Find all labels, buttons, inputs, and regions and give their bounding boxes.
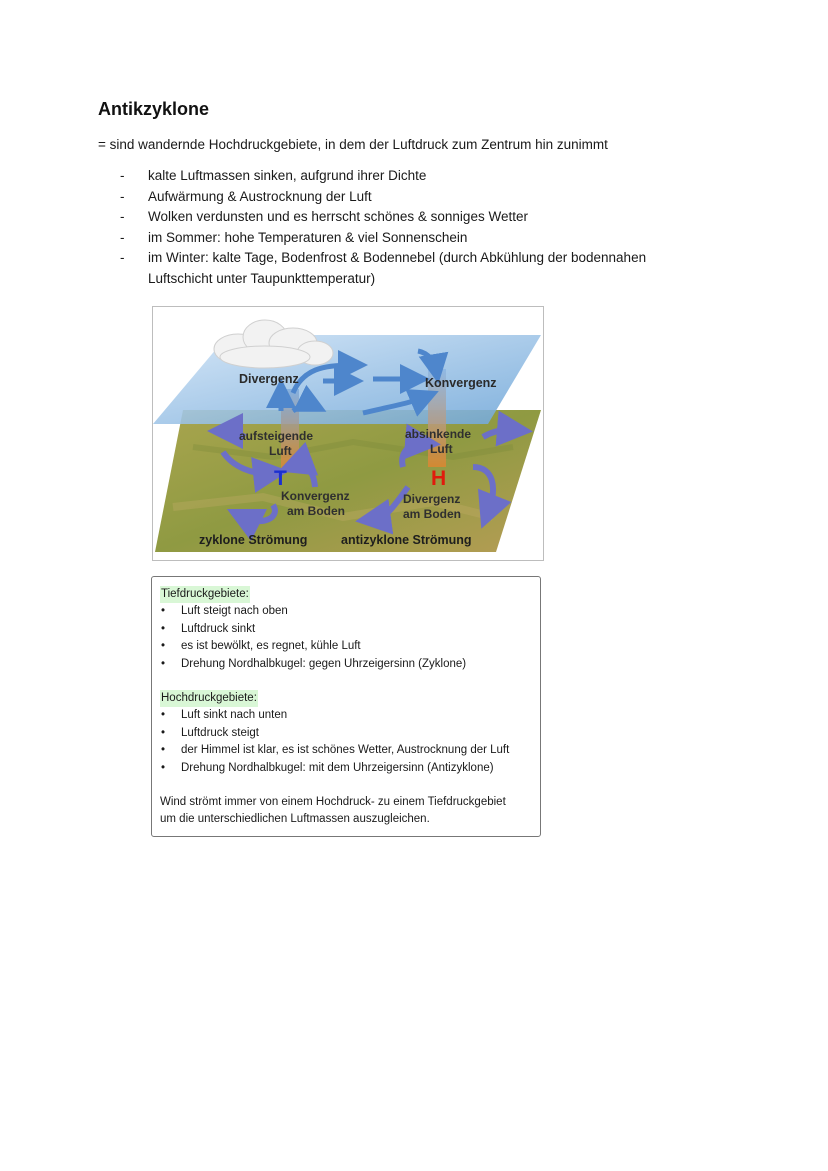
pressure-diagram (152, 306, 544, 561)
ground-divergence-label-1: Divergenz (403, 492, 461, 506)
anticyclonic-flow-label: antizyklone Strömung (341, 533, 472, 547)
hoch-list (160, 707, 532, 777)
ground-convergence-label-2: am Boden (287, 504, 346, 518)
sinking-air-label-2: Luft (430, 442, 453, 456)
definition-text: = sind wandernde Hochdruckgebiete, in dem der Luftdruck zum Zentrum hin zunimmt (98, 137, 608, 152)
ground-plane (155, 410, 541, 552)
page-title: Antikzyklone (98, 99, 210, 119)
rising-air-label-2: Luft (269, 444, 292, 458)
list-item: - im Winter: kalte Tage, Bodenfrost & Bodennebel (durch Abkühlung der bodennahen (120, 250, 647, 265)
summary-box (151, 576, 541, 837)
cyclonic-flow-label: zyklone Strömung (199, 533, 308, 547)
list-item: • der Himmel ist klar, es ist schönes Wetter, Austrocknung der Luft (161, 744, 510, 757)
list-item: • Luft sinkt nach unten (161, 709, 288, 722)
cloud-icon (214, 320, 333, 368)
tief-heading: Tiefdruckgebiete: (160, 586, 250, 603)
list-item: • Drehung Nordhalbkugel: mit dem Uhrzeigersinn (Antizyklone) (161, 761, 494, 774)
hoch-heading: Hochdruckgebiete: (160, 690, 258, 707)
konvergenz-upper-label: Konvergenz (425, 376, 497, 390)
list-item: • Luft steigt nach oben (161, 605, 288, 618)
sinking-air-label-1: absinkende (405, 427, 472, 441)
high-pressure-symbol: H (431, 467, 447, 490)
list-item: • Luftdruck steigt (161, 726, 259, 739)
list-item: - im Sommer: hohe Temperaturen & viel Sonnenschein (120, 229, 468, 245)
property-list (120, 166, 720, 289)
ground-convergence-label-1: Konvergenz (281, 489, 350, 503)
ground-divergence-label-2: am Boden (403, 507, 462, 521)
low-pressure-symbol: T (274, 467, 287, 490)
list-item: - Wolken verdunsten und es herrscht schönes & sonniges Wetter (120, 209, 528, 224)
tief-list (160, 603, 532, 673)
pressure-diagram-figure (153, 307, 543, 560)
divergenz-upper-label: Divergenz (239, 372, 299, 386)
list-item: • Luftdruck sinkt (161, 622, 256, 635)
list-item: - kalte Luftmassen sinken, aufgrund ihrer Dichte (120, 168, 427, 183)
list-item-continuation: Luftschicht unter Taupunkttemperatur) (148, 270, 376, 286)
list-item: • es ist bewölkt, es regnet, kühle Luft (161, 640, 361, 653)
list-item: • Drehung Nordhalbkugel: gegen Uhrzeigersinn (Zyklone) (161, 657, 467, 670)
list-item: - Aufwärmung & Austrocknung der Luft (120, 188, 372, 204)
wind-note: Wind strömt immer von einem Hochdruck- zu einem Tiefdruckgebiet um die unterschiedlichen Luftmassen auszugleichen. (160, 796, 506, 826)
rising-air-label-1: aufsteigende (239, 429, 314, 443)
